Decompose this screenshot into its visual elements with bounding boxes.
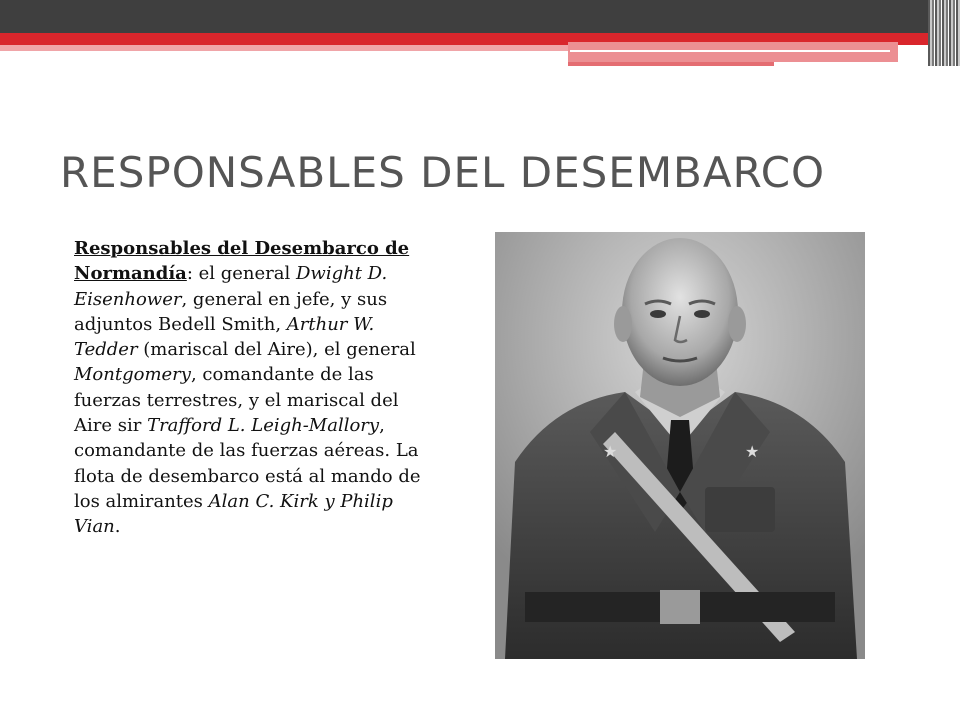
montgomery-name: Montgomery [74, 364, 191, 386]
header-pink-block [568, 42, 898, 62]
body-text-part: , comandante de las fuerzas aéreas. La flota de desembarco está al mando de los almirantes [74, 415, 421, 512]
header-pink-accent [568, 62, 774, 66]
header-dark-bar [0, 0, 960, 36]
header-pink-bar [0, 45, 570, 51]
tedder-name: Arthur W. Tedder [74, 313, 375, 361]
body-text [74, 236, 424, 540]
body-text-part: . [114, 516, 121, 538]
normandy-link[interactable]: Responsables del Desembarco de Normandía [74, 238, 410, 285]
portrait-illustration [495, 232, 865, 659]
leigh-mallory-name: Trafford L. Leigh-Mallory [147, 415, 380, 437]
header-stripes [928, 0, 960, 66]
body-text-part: , general en jefe, y sus adjuntos Bedell Smith, [74, 288, 388, 335]
eisenhower-name: Dwight D. Eisenhower [74, 263, 388, 310]
admirals-names: Alan C. Kirk y Philip Vian [74, 490, 393, 538]
body-text-part: , comandante de las fuerzas terrestres, y el mariscal del Aire sir [74, 364, 399, 437]
slide-title: RESPONSABLES DEL DESEMBARCO [60, 148, 826, 197]
portrait-photo [495, 232, 865, 659]
svg-text:★: ★ [745, 442, 760, 461]
svg-text:★: ★ [603, 442, 618, 461]
body-text-part: : el general [186, 263, 296, 285]
header-pink-line [570, 50, 890, 52]
body-text-part: (mariscal del Aire), el general [137, 339, 416, 361]
